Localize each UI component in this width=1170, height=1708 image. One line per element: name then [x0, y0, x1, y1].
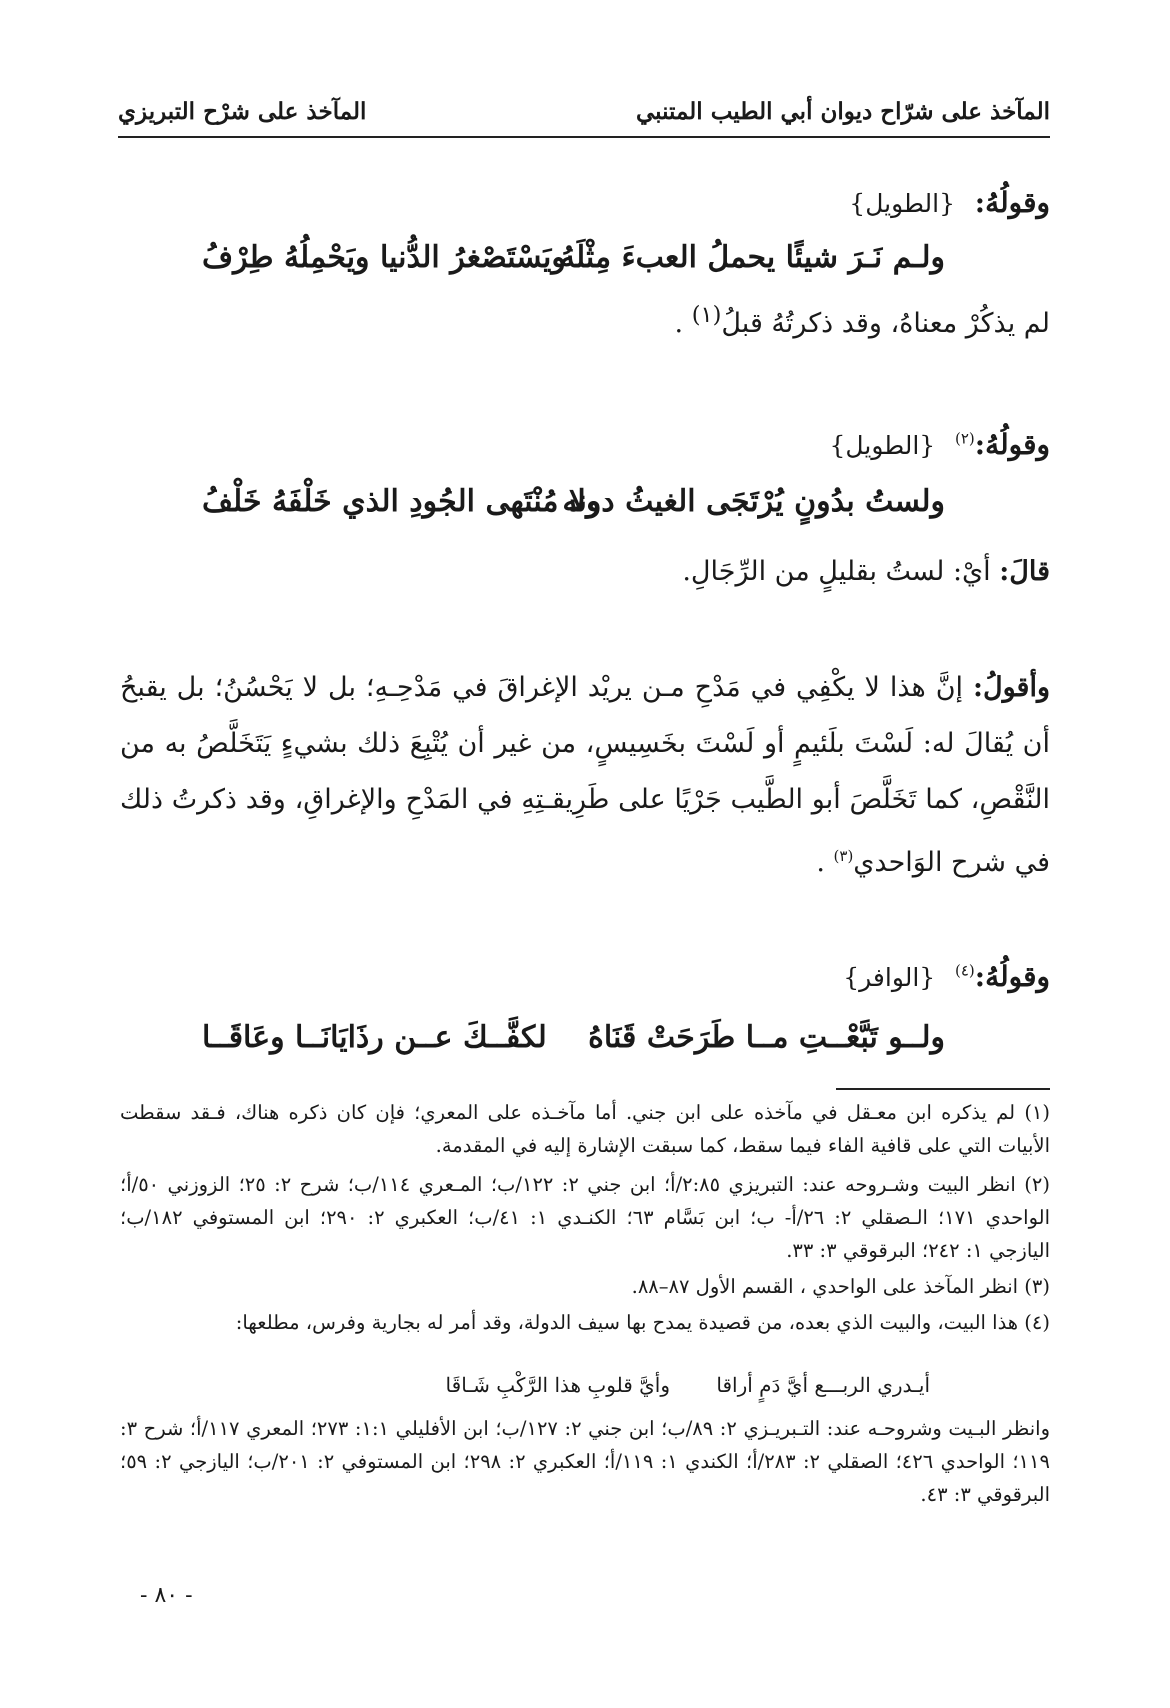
footnote-4-text-2: وانظر البـيت وشروحـه عند: التـبريـزي ٢: ٨٩/ب؛ ابن جني ٢: ١٢٧/ب؛ ابن الأفليلي ١:١: ٢٧٣؛ المعري ١١٧/أ؛ شرح ٣: ١١٩؛ الواحدي ٤٢٦؛ الصقلي ٢: ٢٨٣/أ؛ الكندي ١: ١١٩/أ؛ العكبري ٢: ٢٩٨؛ ابن المستوفي ٢: ٢٠١/ب؛ اليازجي ٢: ٥٩؛ البرقوقي ٣: ٤٣.	[120, 1417, 1050, 1506]
entry-2-meter: {الطويل}	[829, 431, 936, 460]
footnote-4-poem-hemistich-2: وأيَّ قلوبِ هذا الرَّكْبِ شَـاقَا	[445, 1373, 670, 1397]
entry-2-intro	[830, 428, 1050, 461]
entry-1-hemistich-1: ولـم نَـرَ شيئًا يحملُ العبءَ مِثْلَهُ	[559, 240, 945, 275]
entry-1-comment-note: (١)	[691, 302, 722, 328]
entry-1-meter: {الطويل}	[849, 189, 955, 218]
footnote-1-number: (١)	[1024, 1101, 1051, 1124]
entry-3-intro	[843, 960, 1050, 993]
header-book-title: المآخذ على شرّاح ديوان أبي الطيب المتنبي	[636, 98, 1050, 125]
entry-1-comment	[675, 302, 1050, 339]
footnote-4-poem-hemistich-1: أيـدري الربـــع أيَّ دَمٍ أراقا	[716, 1373, 930, 1397]
footnote-4	[120, 1306, 1050, 1339]
footnote-2-text: انظر البيت وشـروحه عند: التبريزي ٢:٨٥/أ؛ ابن جني ٢: ١٢٢/ب؛ المـعري ١١٤/ب؛ شرح ٢: ٢٥؛ الزوزني ٥٠/أ؛ الواحدي ١٧١؛ الـصقلي ٢: ٢٦/أ- ب؛ ابن بَسَّام ٦٣؛ الكنـدي ١: ٤١/ب؛ العكبري ٢: ٢٩٠؛ ابن المستوفي ١٨٢/ب؛ اليازجي ١: ٢٤٢؛ البرقوقي ٣: ٣٣.	[120, 1173, 1050, 1262]
aqulu-text: إنَّ هذا لا يكْفِي في مَدْحِ مـن يريْد الإغراقَ في مَدْحِـهِ؛ بل لا يَحْسُنُ؛ بل يقبحُ أن يُقالَ له: لَسْتَ بلَئيمٍ أو لَسْتَ بخَسِيسٍ، من غير أن يُتْبِعَ ذلك بشيءٍ يَتَخَلَّصُ به من النَّقْصِ، كما تَخَلَّصَ أبو الطَّيب جَرْيًا على طَرِيقـتِهِ في المَدْحِ والإغراقِ، وقد ذكرتُ ذلك في شرح الوَاحدي	[120, 672, 1050, 878]
footnote-3-text: انظر المآخذ على الواحدي ، القسم الأول ٨٧–٨٨.	[631, 1275, 1019, 1298]
aqulu-end: .	[816, 847, 834, 878]
entry-3-hemistich-1: ولــو تَبَّعْــتِ مــا طَرَحَتْ قَنَاهُ	[588, 1020, 945, 1055]
entry-1-comment-end: .	[674, 308, 692, 339]
entry-3-meter: {الوافر}	[843, 963, 936, 992]
footnote-4-number: (٤)	[1024, 1311, 1050, 1334]
entry-3-note-ref: (٤)	[954, 961, 975, 980]
footnote-3	[120, 1270, 1050, 1303]
entry-2-hemistich-1: ولستُ بدُونٍ يُرْتَجَى الغيثُ دونه	[562, 484, 945, 519]
entry-2-note-ref: (٢)	[954, 429, 975, 448]
header-rule	[118, 136, 1050, 138]
footnote-2	[120, 1168, 1050, 1267]
page-number: - ٨٠ -	[140, 1583, 193, 1608]
entry-1-comment-text: لم يذكُرْ معناهُ، وقد ذكرتُهُ قبلُ	[721, 308, 1050, 339]
running-header	[118, 98, 1050, 125]
footnote-3-number: (٣)	[1024, 1275, 1050, 1298]
entry-2-qala	[682, 556, 1050, 587]
footnote-4-text: هذا البيت، والبيت الذي بعده، من قصيدة يمدح بها سيف الدولة، وقد أمر له بجارية وفرس، مطلعها:	[235, 1311, 1019, 1334]
entry-1-intro	[849, 186, 1050, 219]
footnote-1-text: لم يذكره ابن معـقل في مآخذه على ابن جني. أما مآخـذه على المعري؛ فإن كان ذكره هناك، فـقد سقطت الأبيات التي على قافية الفاء فيما سقط، كما سبقت الإشارة إليه في المقدمة.	[120, 1101, 1050, 1157]
qala-label: قالَ:	[999, 556, 1050, 587]
footnote-1	[120, 1096, 1050, 1162]
entry-1-hemistich-2: ويَسْتَصْغرُ الدُّنيا ويَحْمِلُهُ طِرْفُ	[202, 240, 566, 275]
footnote-2-number: (٢)	[1024, 1173, 1050, 1196]
footnote-4-continued	[120, 1412, 1050, 1511]
footnote-rule	[836, 1088, 1050, 1090]
aqulu-note: (٣)	[833, 847, 854, 865]
entry-2-intro-label: وقولُهُ:	[974, 428, 1050, 461]
header-section-title: المآخذ على شرْح التبريزي	[118, 98, 367, 125]
entry-3-intro-label: وقولُهُ:	[974, 960, 1050, 993]
aqulu-label: وأقولُ:	[973, 672, 1050, 703]
qala-text: أيْ: لستُ بقليلٍ من الرِّجَالِ.	[682, 556, 991, 587]
entry-2-commentary	[120, 660, 1050, 891]
entry-1-intro-label: وقولُهُ:	[974, 186, 1050, 219]
entry-2-hemistich-2: ولا مُنْتَهى الجُودِ الذي خَلْفَهُ خَلْفُ	[202, 484, 601, 519]
entry-3-hemistich-2: لكفَّــكَ عــن رذَايَانَــا وعَاقَــا	[202, 1020, 547, 1055]
